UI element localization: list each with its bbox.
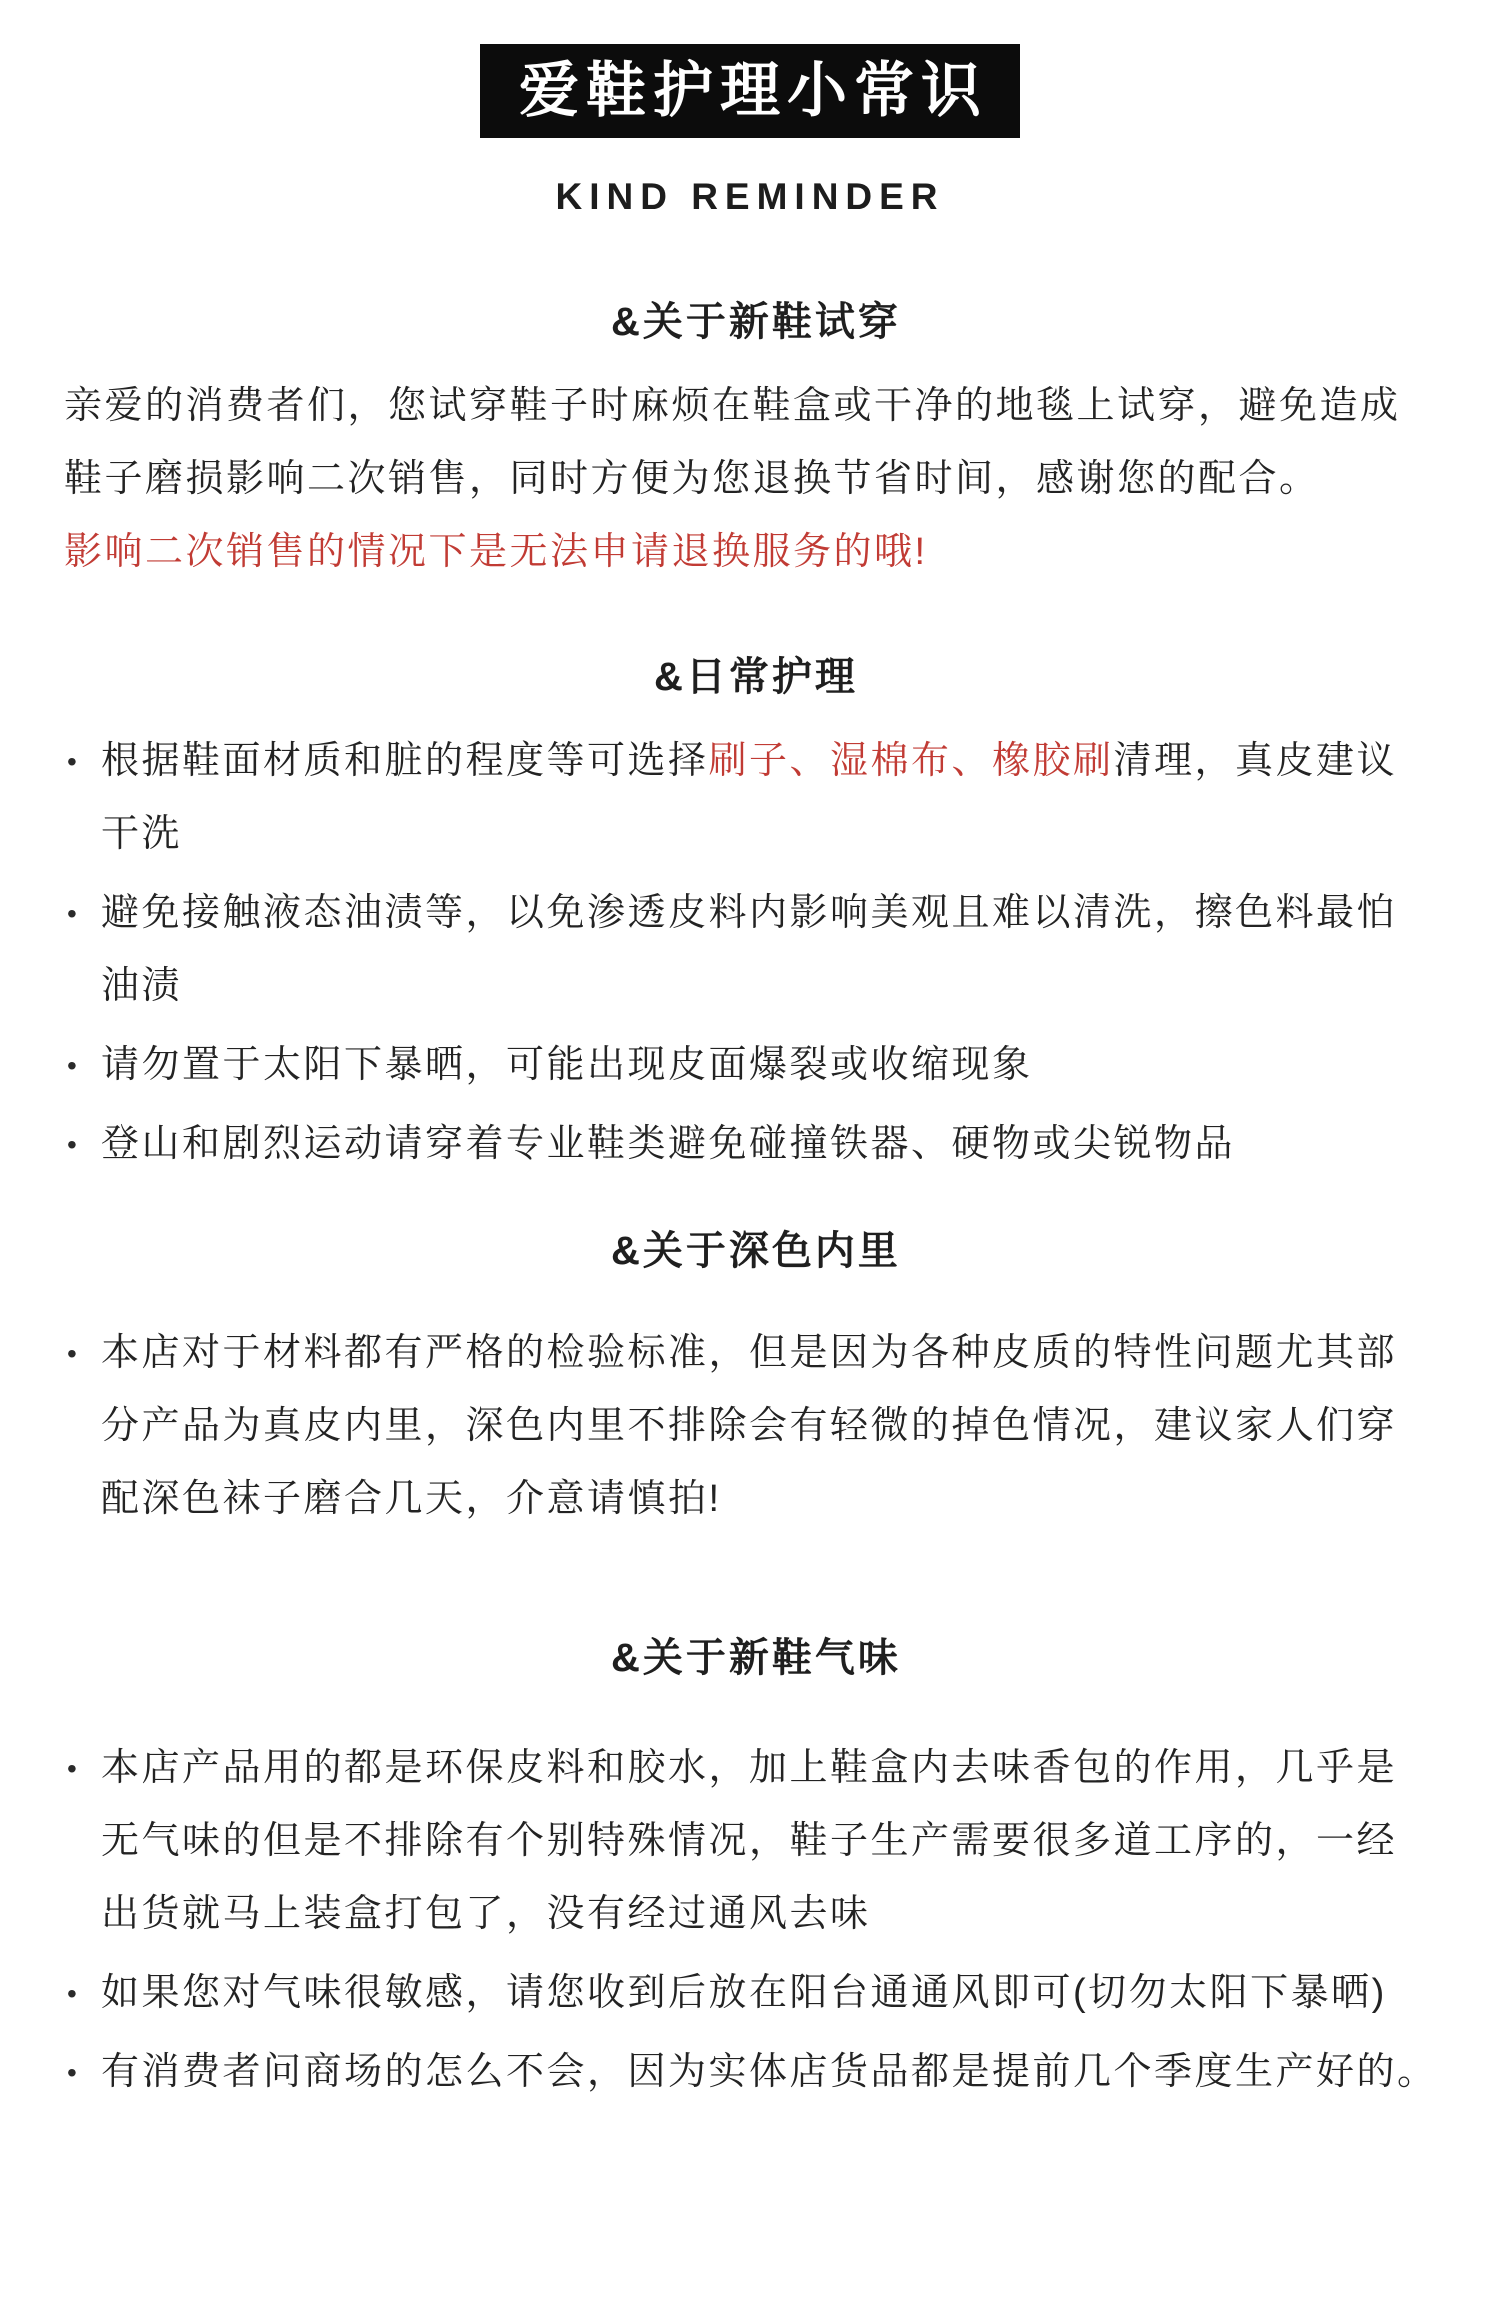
section-heading: &关于新鞋气味 [611,1636,901,1680]
text-span: 请勿置于太阳下暴晒，可能出现皮面爆裂或收缩现象 [101,1044,1033,1086]
text-line [101,798,1448,871]
text-line [101,877,1448,950]
paragraph [64,370,1448,589]
bullet-item [64,1108,1448,1181]
bullet-dot-icon: • [67,1978,80,2009]
text-line [101,1957,1448,2030]
text-line [101,725,1448,798]
bullet-dot-icon: • [67,2057,80,2088]
text-span: 亲爱的消费者们，您试穿鞋子时麻烦在鞋盒或干净的地毯上试穿，避免造成 [64,385,1401,427]
bullet-item [64,1732,1448,1951]
section-heading: &日常护理 [654,655,858,699]
text-span: 清理，真皮建议 [1113,740,1398,782]
text-line [101,1463,1448,1536]
text-line [101,950,1448,1023]
text-span: 登山和剧烈运动请穿着专业鞋类避免碰撞铁器、硬物或尖锐物品 [101,1123,1236,1165]
page-title: 爱鞋护理小常识 [519,57,988,124]
care-notice-page [0,44,1500,2322]
text-line [101,1317,1448,1390]
text-span: 干洗 [101,813,183,855]
bullet-item [64,877,1448,1023]
bullet-dot-icon: • [67,1050,80,1081]
bullet-item [64,1957,1448,2030]
text-span: 本店对于材料都有严格的检验标准，但是因为各种皮质的特性问题尤其部 [101,1332,1398,1374]
bullet-dot-icon: • [67,1753,80,1784]
bullet-dot-icon: • [67,898,80,929]
text-line [101,1108,1448,1181]
bullet-item [64,1029,1448,1102]
text-span: 分产品为真皮内里，深色内里不排除会有轻微的掉色情况，建议家人们穿 [101,1405,1398,1447]
bullet-item [64,2036,1448,2109]
text-line [101,2036,1448,2109]
section-daily-care [64,653,1448,1181]
text-span: 无气味的但是不排除有个别特殊情况，鞋子生产需要很多道工序的，一经 [101,1820,1398,1862]
bullet-item [64,1317,1448,1536]
section-heading: &关于新鞋试穿 [611,300,901,344]
section-new-shoe-fitting [64,298,1448,589]
bullet-dot-icon: • [67,1338,80,1369]
text-line [101,1732,1448,1805]
bullet-item [64,725,1448,871]
section-heading: &关于深色内里 [611,1229,901,1273]
text-line [101,1878,1448,1951]
page-title-banner [480,44,1020,138]
text-line [101,1029,1448,1102]
section-dark-lining [64,1227,1448,1536]
highlighted-text: 刷子、湿棉布、橡胶刷 [708,740,1114,782]
text-line [64,516,1448,589]
page-subtitle: KIND REMINDER [555,176,945,217]
text-span: 有消费者问商场的怎么不会，因为实体店货品都是提前几个季度生产好的。 [101,2051,1438,2093]
text-line [64,370,1448,443]
text-span: 如果您对气味很敏感，请您收到后放在阳台通通风即可(切勿太阳下暴晒) [101,1972,1387,2014]
bullet-dot-icon: • [67,1129,80,1160]
text-line [101,1805,1448,1878]
bullet-dot-icon: • [67,746,80,777]
text-span: 出货就马上装盒打包了，没有经过通风去味 [101,1893,871,1935]
text-span: 鞋子磨损影响二次销售，同时方便为您退换节省时间，感谢您的配合。 [64,458,1320,500]
text-line [64,443,1448,516]
text-span: 本店产品用的都是环保皮料和胶水，加上鞋盒内去味香包的作用，几乎是 [101,1747,1398,1789]
section-new-shoe-smell [64,1634,1448,2109]
highlighted-text: 影响二次销售的情况下是无法申请退换服务的哦! [64,531,928,573]
sections-container [64,298,1448,2109]
text-span: 油渍 [101,965,183,1007]
text-line [101,1390,1448,1463]
text-span: 根据鞋面材质和脏的程度等可选择 [101,740,709,782]
text-span: 配深色袜子磨合几天，介意请慎拍! [101,1478,722,1520]
text-span: 避免接触液态油渍等，以免渗透皮料内影响美观且难以清洗，擦色料最怕 [101,892,1398,934]
